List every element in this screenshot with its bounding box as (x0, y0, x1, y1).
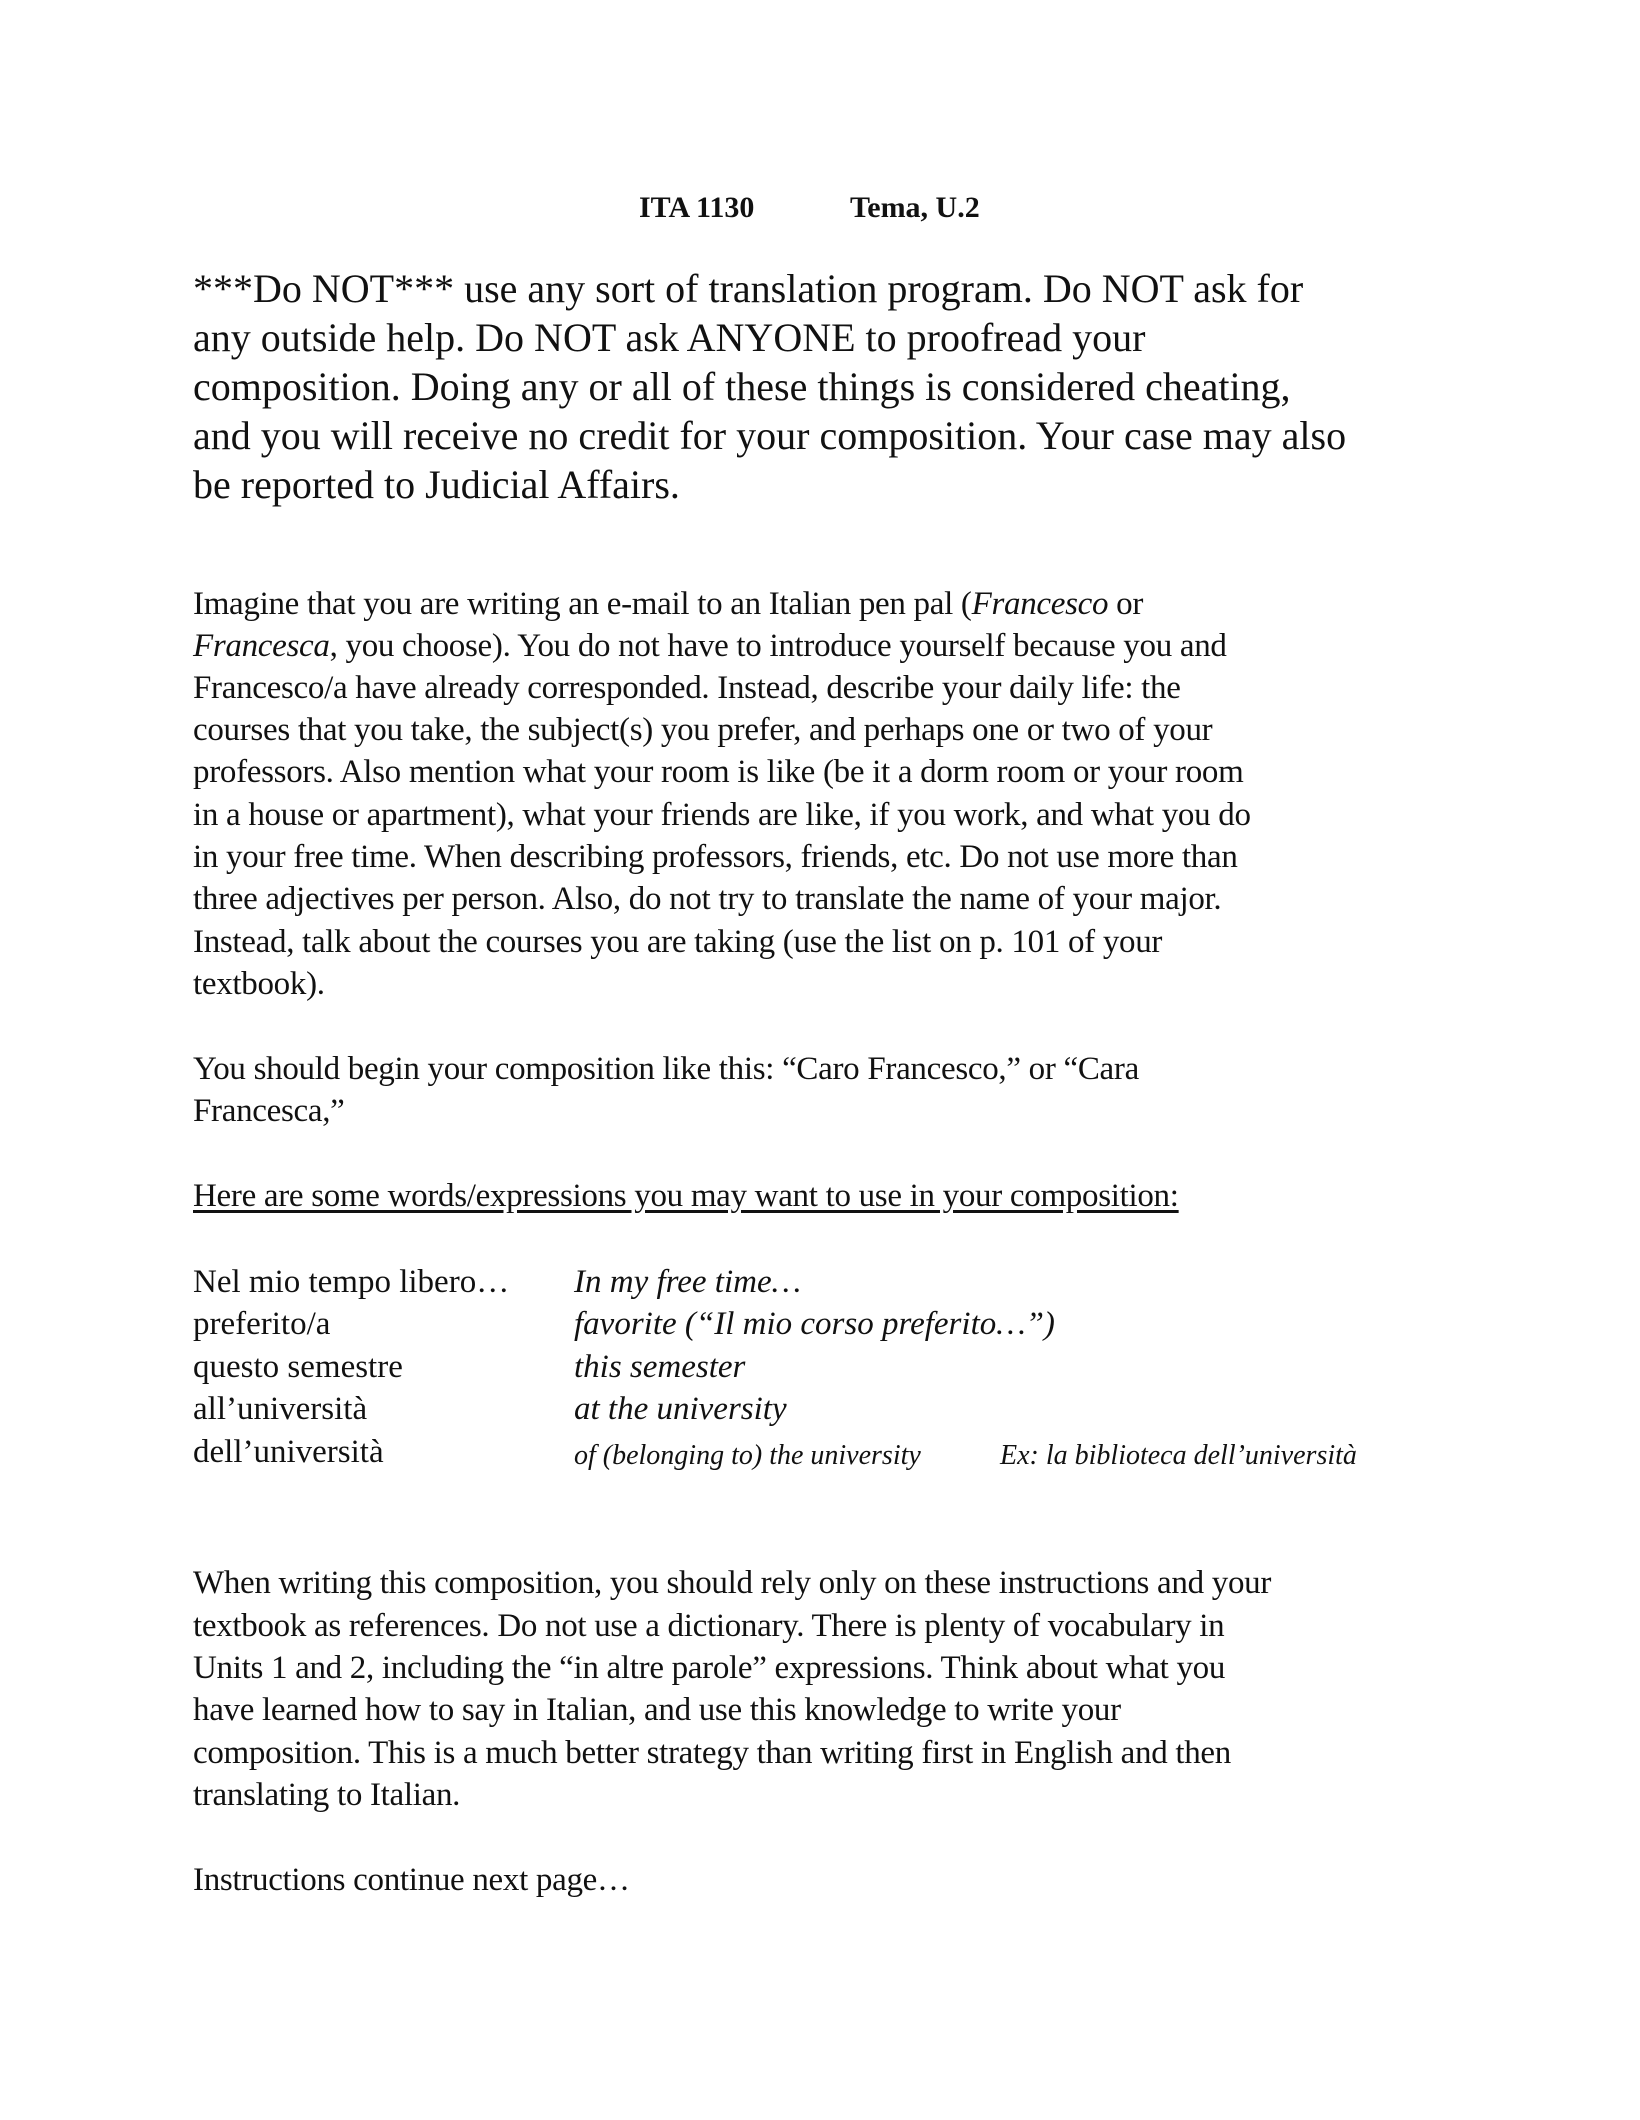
vocab-english: favorite (“Il mio corso preferito…”) (574, 1306, 1055, 1342)
course-code: ITA 1130 (639, 191, 755, 224)
begin-line: Francesca,” (193, 1093, 345, 1129)
vocab-english: at the university (574, 1391, 787, 1427)
closing-line: textbook as references. Do not use a dictionary. There is plenty of vocabulary in (193, 1608, 1225, 1644)
vocab-italian: preferito/a (193, 1306, 331, 1342)
vocab-english: In my free time… (574, 1264, 801, 1300)
warning-line: be reported to Judicial Affairs. (193, 462, 680, 507)
intro-line: Francesco/a have already corresponded. Instead, describe your daily life: the (193, 670, 1181, 706)
intro-line: courses that you take, the subject(s) you prefer, and perhaps one or two of your (193, 712, 1213, 748)
vocab-italian: Nel mio tempo libero… (193, 1264, 510, 1300)
closing-line: have learned how to say in Italian, and use this knowledge to write your (193, 1692, 1121, 1728)
closing-line: composition. This is a much better strategy than writing first in English and then (193, 1735, 1231, 1771)
intro-line: in your free time. When describing professors, friends, etc. Do not use more than (193, 839, 1238, 875)
warning-line: and you will receive no credit for your composition. Your case may also (193, 413, 1347, 458)
closing-line: translating to Italian. (193, 1777, 461, 1813)
intro-line: professors. Also mention what your room is like (be it a dorm room or your room (193, 754, 1244, 790)
closing-line: Units 1 and 2, including the “in altre parole” expressions. Think about what you (193, 1650, 1226, 1686)
intro-line: in a house or apartment), what your friends are like, if you work, and what you do (193, 797, 1251, 833)
assignment-topic: Tema, U.2 (850, 191, 980, 224)
warning-line: composition. Doing any or all of these things is considered cheating, (193, 364, 1291, 409)
intro-line: three adjectives per person. Also, do not try to translate the name of your major. (193, 881, 1222, 917)
vocab-english: of (belonging to) the university (574, 1440, 921, 1471)
warning-line: ***Do NOT*** use any sort of translation program. Do NOT ask for (193, 266, 1304, 311)
intro-line: Francesca, you choose). You do not have to introduce yourself because you and (193, 628, 1227, 664)
vocab-example: Ex: la biblioteca dell’università (1000, 1440, 1357, 1471)
intro-line: Instead, talk about the courses you are taking (use the list on p. 101 of your (193, 924, 1163, 960)
intro-line: Imagine that you are writing an e-mail to an Italian pen pal (Francesco or (193, 586, 1144, 622)
vocab-italian: dell’università (193, 1434, 384, 1470)
intro-line: textbook). (193, 966, 325, 1002)
vocab-heading: Here are some words/expressions you may want to use in your composition: (193, 1178, 1179, 1214)
vocab-italian: all’università (193, 1391, 368, 1427)
vocab-english: this semester (574, 1349, 746, 1385)
begin-line: You should begin your composition like this: “Caro Francesco,” or “Cara (193, 1051, 1139, 1087)
vocab-italian: questo semestre (193, 1349, 403, 1385)
warning-line: any outside help. Do NOT ask ANYONE to proofread your (193, 315, 1146, 360)
closing-line: When writing this composition, you should rely only on these instructions and your (193, 1565, 1272, 1601)
continue-note: Instructions continue next page… (193, 1862, 630, 1898)
